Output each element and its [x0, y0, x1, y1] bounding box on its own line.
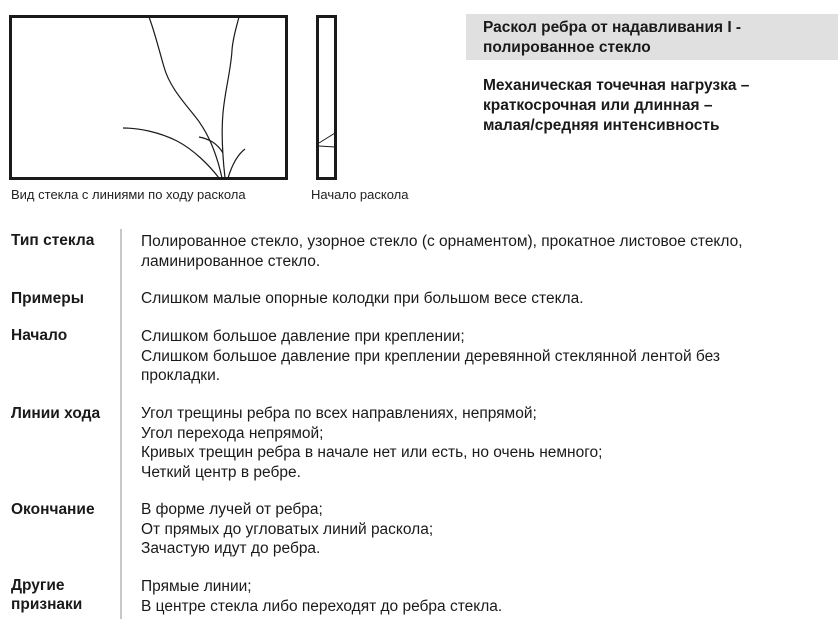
edge-start-figure [316, 15, 338, 181]
crack-line [319, 133, 335, 143]
glass-crack-figure [9, 15, 289, 181]
row-value: В форме лучей от ребра; От прямых до угловатых линий раскола; Зачастую идут до ребра. [141, 501, 434, 557]
row-label: Окончание [11, 501, 95, 518]
crack-lines [123, 17, 245, 178]
crack-line [123, 128, 219, 178]
title-line: Раскол ребра от надавливания I - [483, 19, 742, 36]
crack-line [319, 146, 335, 147]
page-subtitle [483, 76, 833, 136]
glass-pane-outline [11, 17, 287, 179]
edge-crack-lines [319, 133, 335, 147]
row-label: Тип стекла [11, 232, 95, 249]
crack-line [199, 137, 223, 153]
row-value: Слишком малые опорные колодки при большом весе стекла. [141, 290, 584, 307]
edge-figure-caption: Начало раскола [311, 187, 409, 202]
row-label: Начало [11, 327, 68, 344]
crack-line [222, 17, 239, 178]
row-label: Примеры [11, 290, 84, 307]
crack-line [149, 17, 222, 178]
subtitle-line: краткосрочная или длинная – [483, 97, 713, 114]
title-line: полированное стекло [483, 39, 651, 56]
row-label: Линии хода [11, 405, 101, 422]
row-value: Полированное стекло, узорное стекло (с орнаментом), прокатное листовое стекло, ламинированное стекло. [141, 233, 743, 270]
glass-figure-caption: Вид стекла с линиями по ходу раскола [11, 187, 246, 202]
glass-edge-outline [318, 17, 336, 179]
column-divider [120, 229, 122, 619]
row-label: Другие признаки [11, 577, 83, 613]
subtitle-line: Механическая точечная нагрузка – [483, 77, 750, 94]
property-table [0, 229, 838, 621]
crack-line [228, 149, 245, 178]
row-value: Прямые линии; В центре стекла либо переходят до ребра стекла. [141, 578, 503, 615]
row-value: Угол трещины ребра по всех направлениях, непрямой; Угол перехода непрямой; Кривых трещин ребра в начале нет или есть, но очень немного; Четкий центр в ребре. [141, 405, 603, 481]
subtitle-line: малая/средняя интенсивность [483, 117, 720, 134]
page-title [466, 14, 838, 60]
row-value: Слишком большое давление при креплении; Слишком большое давление при креплении деревянной стеклянной лентой без прокладки. [141, 328, 721, 384]
